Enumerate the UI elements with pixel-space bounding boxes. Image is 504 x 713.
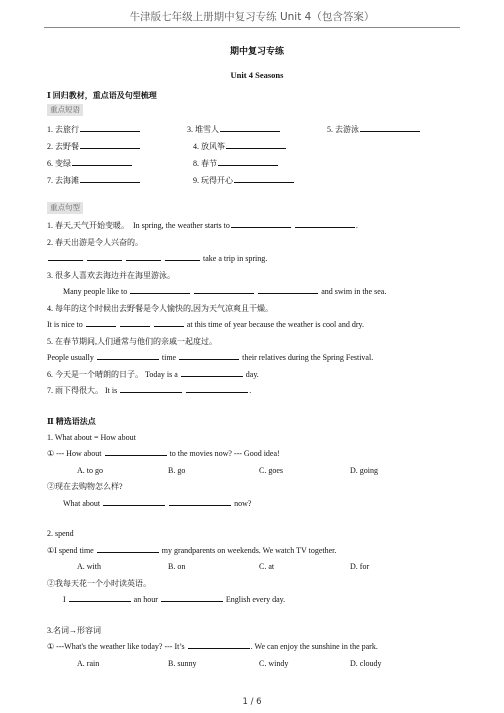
sentence-6-cn <box>47 367 467 384</box>
question-start: ① --- How about <box>47 449 102 458</box>
option-d[interactable]: D. going <box>350 465 378 475</box>
point-3-question-1 <box>47 639 467 656</box>
answer-blank[interactable] <box>126 251 161 261</box>
answer-blank[interactable] <box>97 543 159 553</box>
option-a[interactable]: A. with <box>77 562 101 572</box>
sentence-start: It is nice to <box>47 320 83 329</box>
page-header <box>0 0 504 30</box>
phrase-row <box>47 171 467 188</box>
sentence-start: It is <box>105 386 118 395</box>
sentence-5-cn: 5. 在春节期间,人们通常与他们的亲戚一起度过。 <box>47 336 217 346</box>
point-2-question-2 <box>47 592 467 609</box>
sentence-end: . <box>249 386 252 395</box>
sentence-cn: 6. 今天是一个晴朗的日子。 <box>47 369 143 379</box>
option-c[interactable]: C. at <box>259 562 275 572</box>
point-1-question-1 <box>47 446 467 463</box>
answer-blank[interactable] <box>161 592 223 602</box>
point-1-title: 1. What about = How about <box>47 432 136 442</box>
option-c[interactable]: C. windy <box>259 658 289 668</box>
sentence-end: . <box>355 221 358 230</box>
question-start: ① ---What's the weather like today? --- It’s <box>47 642 185 651</box>
question-start: What about <box>63 498 101 508</box>
sentence-7 <box>47 383 467 400</box>
sentence-4-cn: 4. 每年的这个时候出去野餐是令人愉快的,因为天气凉爽且干燥。 <box>47 303 273 313</box>
answer-blank[interactable] <box>220 122 280 132</box>
answer-blank[interactable] <box>165 251 200 261</box>
section-2-heading: Ⅱ 精选语法点 <box>47 416 96 426</box>
phrase-label: 4. 放风筝 <box>193 141 225 151</box>
answer-blank[interactable] <box>295 218 355 228</box>
answer-blank[interactable] <box>154 317 184 327</box>
answer-blank[interactable] <box>120 317 150 327</box>
answer-blank[interactable] <box>186 383 248 393</box>
answer-blank[interactable] <box>231 218 291 228</box>
sentence-end: take a trip in spring. <box>203 254 268 263</box>
phrase-label: 3. 堆雪人 <box>187 124 219 134</box>
phrase-label: 9. 玩得开心 <box>193 175 233 185</box>
point-1-question-2 <box>47 496 467 513</box>
option-d[interactable]: D. cloudy <box>350 658 382 668</box>
answer-blank[interactable] <box>103 496 165 506</box>
sentence-cn: 1. 春天,天气开始变暖。 <box>47 221 129 230</box>
sentence-5-en <box>47 350 467 367</box>
sentence-cn: 7. 雨下得很大。 <box>47 386 103 395</box>
question-end: . We can enjoy the sunshine in the park. <box>250 642 378 651</box>
answer-blank[interactable] <box>80 139 140 149</box>
question-end: now? <box>234 498 252 508</box>
answer-blank[interactable] <box>130 284 190 294</box>
question-start: I <box>63 595 66 604</box>
answer-blank[interactable] <box>234 173 294 183</box>
point-2-title: 2. spend <box>47 529 74 538</box>
option-a[interactable]: A. to go <box>77 465 103 475</box>
sentence-3-cn: 3. 很多人喜欢去海边并在海里游泳。 <box>47 270 175 280</box>
sentence-1 <box>47 218 467 235</box>
phrase-label: 2. 去野餐 <box>47 141 79 151</box>
sentence-en: In spring, the weather starts to <box>133 221 230 230</box>
phrase-label: 5. 去游泳 <box>327 124 359 134</box>
answer-blank[interactable] <box>179 350 239 360</box>
phrase-row <box>47 120 467 137</box>
option-a[interactable]: A. rain <box>77 658 100 668</box>
phrase-row <box>47 137 467 154</box>
sentence-mid: time <box>161 353 177 362</box>
question-end: my grandparents on weekends. We watch TV together. <box>161 545 337 555</box>
answer-blank[interactable] <box>86 317 116 327</box>
point-2-question-2-cn: ②我每天花一个小时读英语。 <box>47 578 151 588</box>
answer-blank[interactable] <box>87 251 122 261</box>
tag-key-phrases: 重点短语 <box>47 104 83 116</box>
point-2-question-1 <box>47 543 467 560</box>
doc-title: 期中复习专练 <box>229 47 284 57</box>
phrase-label: 1. 去旅行 <box>47 124 79 134</box>
point-3-title: 3.名词→形容词 <box>47 625 101 635</box>
header-rule <box>44 27 460 28</box>
answer-blank[interactable] <box>72 156 132 166</box>
tag-key-sentences: 重点句型 <box>47 202 83 214</box>
phrase-label: 8. 春节 <box>193 158 217 168</box>
section-1-heading: Ⅰ 回归教材，重点语及句型梳理 <box>47 91 157 100</box>
sentence-4-en <box>47 317 467 334</box>
page-number: 1 / 6 <box>242 697 262 707</box>
answer-blank[interactable] <box>181 367 243 377</box>
option-c[interactable]: C. goes <box>259 465 283 475</box>
answer-blank[interactable] <box>258 284 318 294</box>
point-3-options <box>47 656 467 673</box>
phrase-label: 6. 变绿 <box>47 158 71 168</box>
answer-blank[interactable] <box>188 639 250 649</box>
option-d[interactable]: D. for <box>350 562 370 572</box>
phrase-label: 7. 去海滩 <box>47 175 79 185</box>
sentence-end: their relatives during the Spring Festival. <box>242 353 374 362</box>
answer-blank[interactable] <box>226 139 286 149</box>
point-2-options <box>47 559 467 576</box>
sentence-start: Many people like to <box>63 287 128 296</box>
answer-blank[interactable] <box>194 284 254 294</box>
point-1-question-2-cn: ②现在去购物怎么样? <box>47 482 123 491</box>
phrase-row <box>47 154 467 171</box>
sentence-start: Today is a <box>145 369 178 379</box>
option-b[interactable]: B. go <box>168 465 186 475</box>
question-mid: an hour <box>133 595 158 604</box>
answer-blank[interactable] <box>80 122 140 132</box>
answer-blank[interactable] <box>218 156 278 166</box>
sentence-2-cn: 2. 春天出游是令人兴奋的。 <box>47 237 143 247</box>
answer-blank[interactable] <box>360 122 420 132</box>
answer-blank[interactable] <box>97 350 159 360</box>
question-end: to the movies now? --- Good idea! <box>169 449 280 458</box>
document-body <box>47 46 467 672</box>
header-title: 牛津版七年级上册期中复习专练 Unit 4（包含答案） <box>129 11 375 23</box>
option-b[interactable]: B. sunny <box>168 658 197 668</box>
sentence-3-en <box>47 284 467 301</box>
answer-blank[interactable] <box>48 251 83 261</box>
sentence-start: People usually <box>47 353 94 362</box>
sentence-end: day. <box>245 369 259 379</box>
point-1-options <box>47 463 467 480</box>
answer-blank[interactable] <box>105 446 167 456</box>
sentence-2-en <box>47 251 467 268</box>
option-b[interactable]: B. on <box>168 562 186 572</box>
sentence-end: at this time of year because the weather is cool and dry. <box>186 320 364 329</box>
answer-blank[interactable] <box>80 173 140 183</box>
answer-blank[interactable] <box>169 496 231 506</box>
doc-subtitle: Unit 4 Seasons <box>230 70 284 80</box>
question-end: English every day. <box>225 595 286 604</box>
answer-blank[interactable] <box>120 383 182 393</box>
question-start: ①I spend time <box>47 545 94 555</box>
answer-blank[interactable] <box>69 592 131 602</box>
sentence-end: and swim in the sea. <box>321 287 387 296</box>
